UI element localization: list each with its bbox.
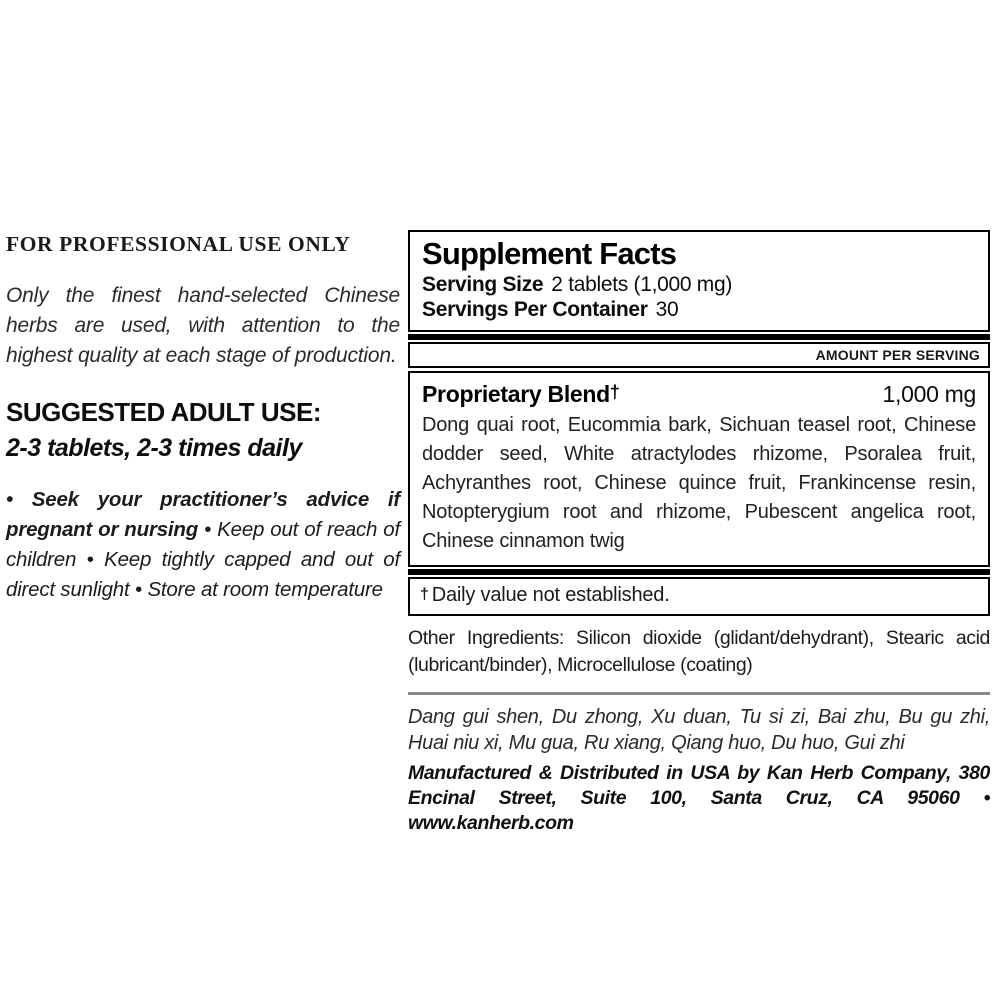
daily-value-note-box [408,577,990,616]
proprietary-blend-box [408,371,990,567]
suggested-dose-text: 2-3 tablets, 2-3 times daily [6,434,302,462]
thick-divider-bottom [408,569,990,575]
advice-regular-text: • Keep out of reach of children • Keep tightly capped and out of direct sunlight • Store at room temperature [6,518,400,601]
blend-ingredients-list: Dong quai root, Eucommia bark, Sichuan teasel root, Chinese dodder seed, White atractylodes rhizome, Psoralea fruit, Achyranthes root, Chinese quince fruit, Frankincense resin, Notopterygium root and rhizome, Pubescent angelica root, Chinese cinnamon twig [422,414,976,552]
blend-amount-row [422,378,976,409]
supplement-facts-panel [408,230,990,836]
other-ingredients-text: Other Ingredients: Silicon dioxide (glidant/dehydrant), Stearic acid (lubricant/binder), Microcellulose (coating) [408,627,990,676]
supplement-facts-title: Supplement Facts [422,236,677,271]
blend-name-text: Proprietary Blend [422,381,610,407]
professional-use-heading: FOR PROFESSIONAL USE ONLY [6,232,351,256]
advice-paragraph [6,485,400,605]
serving-size-value: 2 tablets (1,000 mg) [551,273,733,296]
blend-name [422,378,620,409]
thick-divider-top [408,334,990,340]
servings-per-container-label: Servings Per Container [422,298,648,321]
amount-per-serving-header: AMOUNT PER SERVING [408,342,990,368]
gray-divider-rule [408,692,990,695]
intro-paragraph: Only the finest hand-selected Chinese herbs are used, with attention to the highest quality at each stage of production. [6,284,400,367]
blend-dagger-mark: † [609,382,620,402]
serving-size-line [422,272,976,297]
blend-amount-value: 1,000 mg [882,381,976,407]
facts-header-box [408,230,990,332]
manufacturer-text: Manufactured & Distributed in USA by Kan Herb Company, 380 Encinal Street, Suite 100, Santa Cruz, CA 95060 • www.kanherb.com [408,762,990,834]
advice-bold-text: • Seek your practitioner’s advice if pregnant or nursing [6,488,400,541]
servings-per-container-value: 30 [655,298,679,321]
daily-value-note-text: Daily value not established. [431,584,670,606]
servings-per-container-line [422,297,976,322]
pinyin-herb-names: Dang gui shen, Du zhong, Xu duan, Tu si zi, Bai zhu, Bu gu zhi, Huai niu xi, Mu gua, Ru xiang, Qiang huo, Du huo, Gui zhi [408,706,990,754]
daily-value-dagger-mark: † [420,586,429,603]
serving-size-label: Serving Size [422,273,544,296]
suggested-adult-use-heading: SUGGESTED ADULT USE: [6,397,322,427]
left-column [6,232,400,605]
